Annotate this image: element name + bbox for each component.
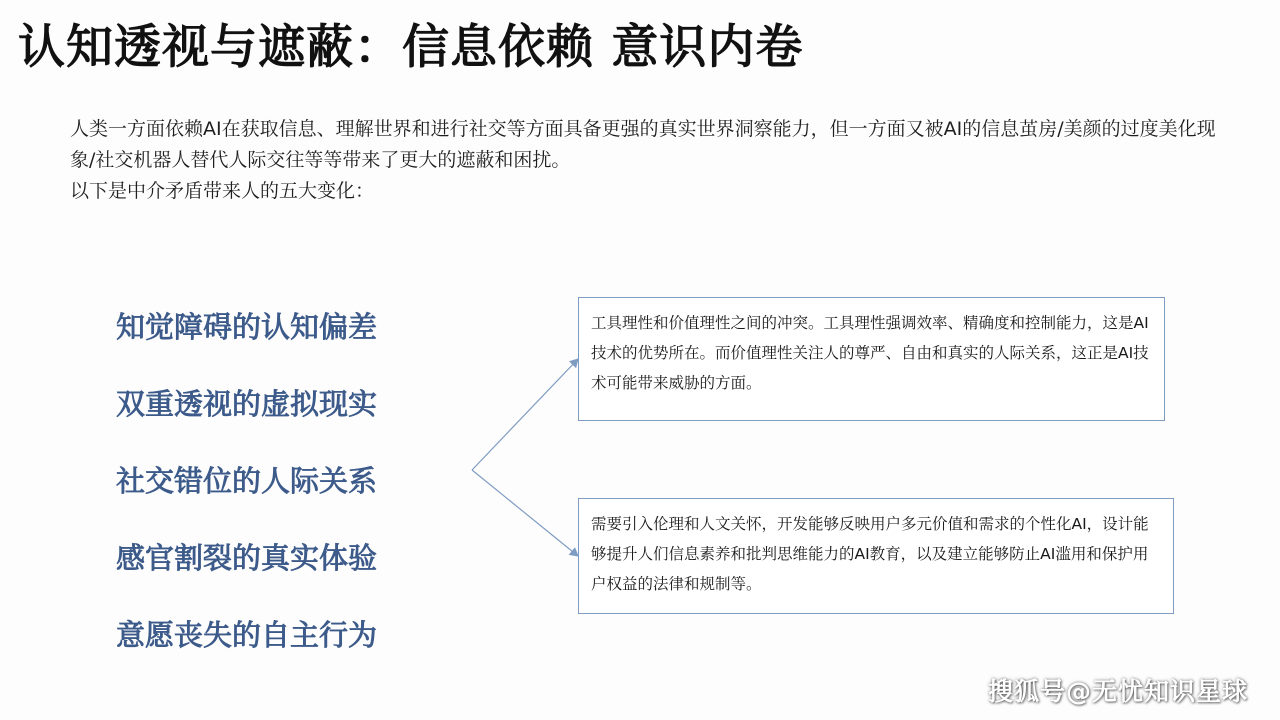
callout-box-top: [578, 297, 1165, 421]
callout-text-top: 工具理性和价值理性之间的冲突。工具理性强调效率、精确度和控制能力，这是AI技术的优势所在。而价值理性关注人的尊严、自由和真实的人际关系，这正是AI技术可能带来威胁的方面。: [591, 314, 1149, 392]
five-changes-list: [116, 298, 377, 683]
change-item-1: 知觉障碍的认知偏差: [116, 310, 378, 344]
arrow-to-bottom-callout: [472, 470, 578, 556]
change-item-2: 双重透视的虚拟现实: [116, 387, 378, 421]
arrow-to-top-callout: [472, 359, 578, 470]
intro-paragraph-2: 以下是中介矛盾带来人的五大变化：: [70, 180, 375, 202]
change-item-5: 意愿丧失的自主行为: [116, 618, 378, 652]
callout-box-bottom: [578, 498, 1174, 614]
change-item-4: 感官割裂的真实体验: [116, 541, 378, 575]
intro-text: [70, 114, 1220, 207]
change-item-3: 社交错位的人际关系: [116, 464, 378, 498]
callout-text-bottom: 需要引入伦理和人文关怀，开发能够反映用户多元价值和需求的个性化AI，设计能够提升人们信息素养和批判思维能力的AI教育，以及建立能够防止AI滥用和保护用户权益的法律和规制等。: [591, 515, 1149, 593]
watermark: 搜狐号@无忧知识星球: [987, 677, 1248, 706]
slide-title: 认知透视与遮蔽：信息依赖 意识内卷: [18, 20, 804, 75]
intro-paragraph-1: 人类一方面依赖AI在获取信息、理解世界和进行社交等方面具备更强的真实世界洞察能力，但一方面又被AI的信息茧房/美颜的过度美化现象/社交机器人替代人际交往等等带来了更大的遮蔽和困扰。: [70, 118, 1216, 171]
